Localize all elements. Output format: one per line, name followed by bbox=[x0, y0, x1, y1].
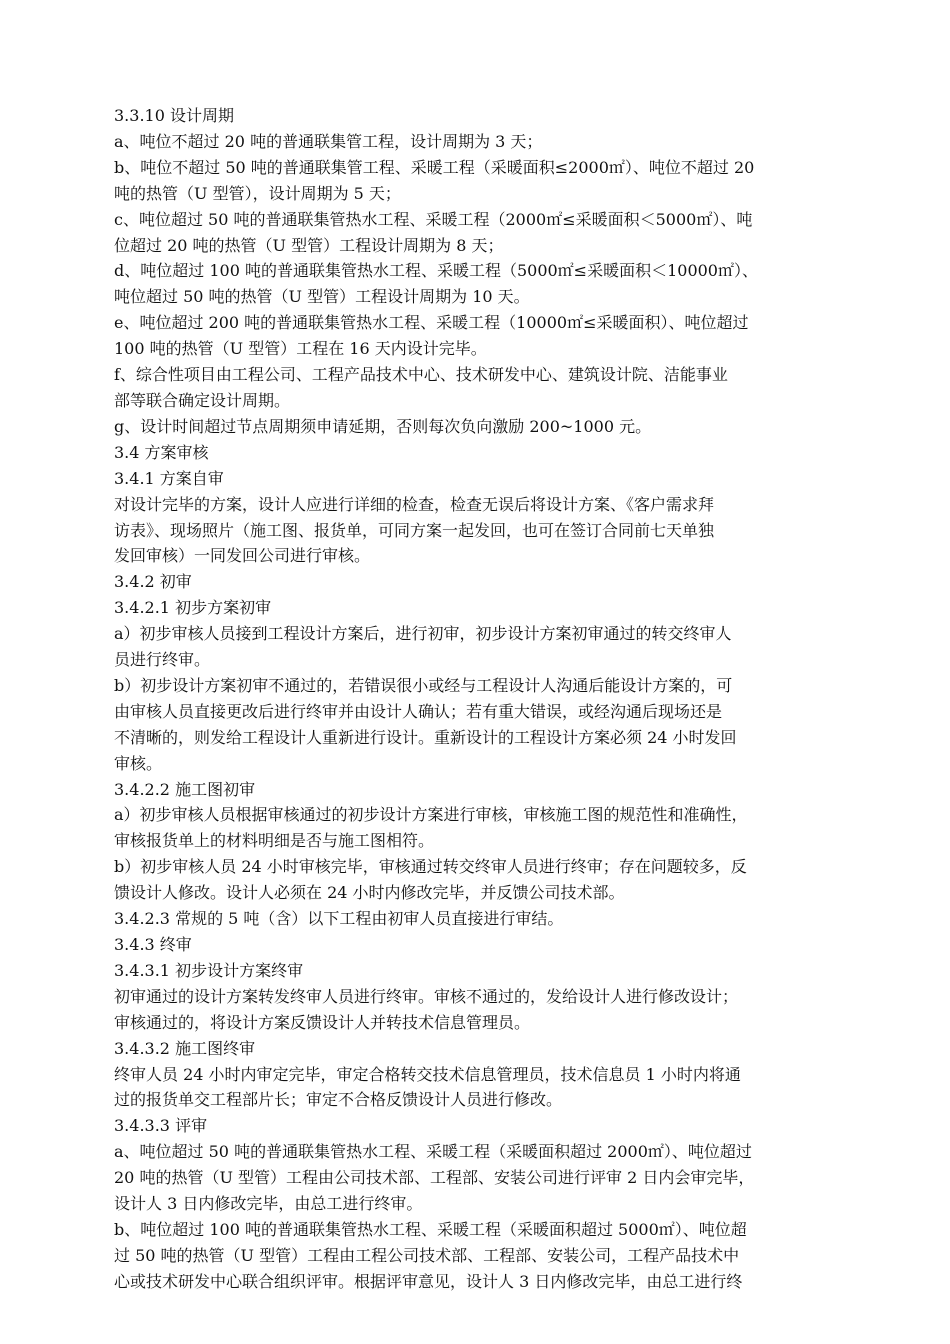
text-line: c、吨位超过 50 吨的普通联集管热水工程、采暖工程（2000㎡≤采暖面积＜5000㎡）、吨 bbox=[114, 209, 753, 229]
text-line: 3.3.10 设计周期 bbox=[114, 106, 234, 125]
document-body bbox=[114, 103, 859, 1295]
text-line: 部等联合确定设计周期。 bbox=[114, 390, 291, 410]
text-line: 3.4.3.3 评审 bbox=[114, 1116, 208, 1136]
text-line: e、吨位超过 200 吨的普通联集管热水工程、采暖工程（10000㎡≤采暖面积）、吨位超过 bbox=[114, 313, 749, 333]
text-line: 访表》、现场照片（施工图、报货单，可同方案一起发回，也可在签订合同前七天单独 bbox=[114, 520, 715, 540]
text-line: 发回审核）一同发回公司进行审核。 bbox=[114, 546, 371, 566]
text-line: 3.4.2.1 初步方案初审 bbox=[114, 598, 272, 618]
text-line: 3.4.3.2 施工图终审 bbox=[114, 1038, 256, 1058]
text-line: 不清晰的，则发给工程设计人重新进行设计。重新设计的工程设计方案必须 24 小时发回 bbox=[114, 727, 737, 747]
text-line: 初审通过的设计方案转发终审人员进行终审。审核不通过的，发给设计人进行修改设计； bbox=[114, 986, 739, 1006]
text-line: 3.4 方案审核 bbox=[114, 442, 209, 462]
text-line: a）初步审核人员根据审核通过的初步设计方案进行审核，审核施工图的规范性和准确性， bbox=[114, 805, 748, 825]
text-line: 吨位超过 50 吨的热管（U 型管）工程设计周期为 10 天。 bbox=[114, 287, 530, 307]
text-line: 设计人 3 日内修改完毕，由总工进行终审。 bbox=[114, 1194, 423, 1214]
text-line: 位超过 20 吨的热管（U 型管）工程设计周期为 8 天； bbox=[114, 235, 504, 255]
text-line: 审核通过的，将设计方案反馈设计人并转技术信息管理员。 bbox=[114, 1012, 531, 1032]
text-line: 审核。 bbox=[114, 753, 163, 773]
text-line: b、吨位超过 100 吨的普通联集管热水工程、采暖工程（采暖面积超过 5000㎡）、吨位超 bbox=[114, 1219, 747, 1239]
text-line: 员进行终审。 bbox=[114, 650, 211, 670]
text-line: 3.4.2.2 施工图初审 bbox=[114, 779, 256, 799]
text-line: g、设计时间超过节点周期须申请延期，否则每次负向激励 200~1000 元。 bbox=[114, 416, 652, 436]
text-line: b）初步审核人员 24 小时审核完毕，审核通过转交终审人员进行终审；存在问题较多，反 bbox=[114, 857, 747, 877]
text-line: 3.4.3.1 初步设计方案终审 bbox=[114, 960, 304, 980]
text-line: 3.4.2 初审 bbox=[114, 572, 192, 592]
text-line: 3.4.2.3 常规的 5 吨（含）以下工程由初审人员直接进行审结。 bbox=[114, 909, 564, 929]
text-line: 吨的热管（U 型管），设计周期为 5 天； bbox=[114, 183, 401, 203]
text-line: a、吨位不超过 20 吨的普通联集管工程，设计周期为 3 天； bbox=[114, 131, 543, 151]
text-line: 过的报货单交工程部片长；审定不合格反馈设计人员进行修改。 bbox=[114, 1090, 563, 1110]
text-line: 3.4.1 方案自审 bbox=[114, 468, 224, 488]
text-line: d、吨位超过 100 吨的普通联集管热水工程、采暖工程（5000㎡≤采暖面积＜10000㎡）、 bbox=[114, 261, 758, 281]
text-line: 心或技术研发中心联合组织评审。根据评审意见，设计人 3 日内修改完毕，由总工进行终 bbox=[114, 1271, 743, 1291]
text-line: 过 50 吨的热管（U 型管）工程由工程公司技术部、工程部、安装公司，工程产品技术中 bbox=[114, 1245, 740, 1265]
text-line: f、综合性项目由工程公司、工程产品技术中心、技术研发中心、建筑设计院、洁能事业 bbox=[114, 365, 728, 385]
text-line: a、吨位超过 50 吨的普通联集管热水工程、采暖工程（采暖面积超过 2000㎡）、吨位超过 bbox=[114, 1142, 752, 1162]
text-line: 由审核人员直接更改后进行终审并由设计人确认；若有重大错误，或经沟通后现场还是 bbox=[114, 701, 723, 721]
text-line: 审核报货单上的材料明细是否与施工图相符。 bbox=[114, 831, 435, 851]
text-line: a）初步审核人员接到工程设计方案后，进行初审，初步设计方案初审通过的转交终审人 bbox=[114, 624, 732, 644]
text-line: 20 吨的热管（U 型管）工程由公司技术部、工程部、安装公司进行评审 2 日内会审完毕， bbox=[114, 1168, 755, 1188]
text-line: 3.4.3 终审 bbox=[114, 935, 192, 954]
text-line: 终审人员 24 小时内审定完毕，审定合格转交技术信息管理员，技术信息员 1 小时内将通 bbox=[114, 1064, 741, 1084]
text-line: 馈设计人修改。设计人必须在 24 小时内修改完毕，并反馈公司技术部。 bbox=[114, 883, 625, 903]
text-line: 100 吨的热管（U 型管）工程在 16 天内设计完毕。 bbox=[114, 339, 487, 359]
text-line: b）初步设计方案初审不通过的，若错误很小或经与工程设计人沟通后能设计方案的，可 bbox=[114, 675, 733, 695]
text-line: b、吨位不超过 50 吨的普通联集管工程、采暖工程（采暖面积≤2000㎡）、吨位不超过 20 bbox=[114, 157, 755, 177]
text-line: 对设计完毕的方案，设计人应进行详细的检查，检查无误后将设计方案、《客户需求拜 bbox=[114, 494, 715, 514]
